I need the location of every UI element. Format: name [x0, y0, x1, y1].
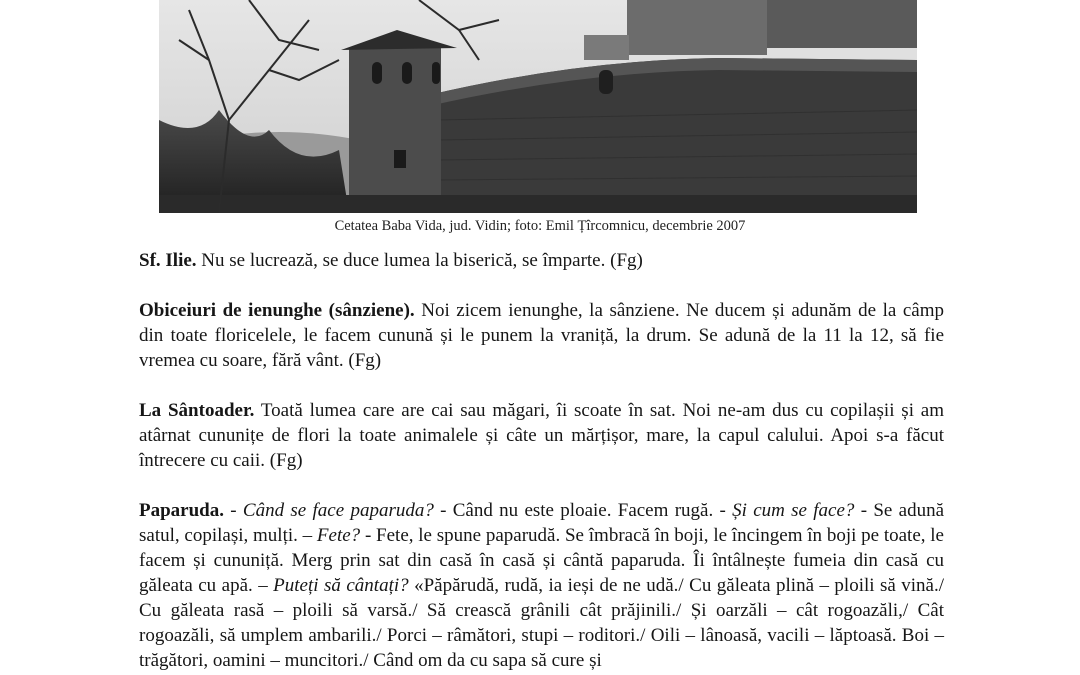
question-text: Puteți să cântați?	[273, 575, 409, 596]
paragraph-heading: La Sântoader.	[139, 400, 255, 421]
paragraph-santoader	[139, 398, 944, 473]
paragraph-body: - Când nu este ploaie. Facem rugă. -	[433, 500, 733, 521]
paragraph-body: Nu se lucrează, se duce lumea la biserică, se împarte. (Fg)	[196, 250, 643, 271]
paragraph-body: -	[224, 500, 243, 521]
paragraph-ienunghe	[139, 298, 944, 373]
paragraph-body: «Păpărudă, rudă, ia ieși de ne udă./ Cu găleata plină – ploili să vină./ Cu găleata rasă – ploili să varsă./ Să crească grânili cât prăjinili./ Și oarzăli – cât rogoazăli,/ Cât rogoazăli, să umplem ambarili./ Porci – râmători, stupi – roditori./ Oili – lânoasă, vacili – lăptoasă. Boi – trăgători, oamini – muncitori./ Când om da cu sapa să cure și	[139, 575, 945, 671]
paragraph-body: - Se adună satul, copilași, mulți. –	[139, 500, 944, 546]
question-text: Și cum se face?	[732, 500, 855, 521]
photo-caption: Cetatea Baba Vida, jud. Vidin; foto: Emil Țîrcomnicu, decembrie 2007	[334, 218, 746, 234]
paragraph-heading: Sf. Ilie.	[139, 250, 197, 271]
paragraph-body: Noi zicem ienunghe, la sânziene. Ne ducem și adunăm de la câmp din toate floricelele, le facem cunună și le punem la vraniță, la drum. Se adună de la 11 la 12, să fie vremea cu soare, fără vânt. (Fg)	[139, 300, 944, 371]
paragraph-heading: Paparuda.	[139, 500, 224, 521]
paragraph-paparuda	[139, 498, 944, 673]
paragraph-body: - Fete, le spune paparudă. Se îmbracă în boji, le încingem în boji pe toate, le facem și cununiță. Merg prin sat din casă în casă și cântă paparuda. Îi întâlnește fumeia din casă cu găleata cu apă. –	[139, 525, 944, 596]
castle-photo	[159, 0, 917, 213]
castle-photo-illustration	[159, 0, 917, 213]
paragraph-heading: Obiceiuri de ienunghe (sânziene).	[139, 300, 415, 321]
paragraph-body: Toată lumea care are cai sau măgari, îi scoate în sat. Noi ne-am dus cu copilașii și am atârnat cununițe de flori la toate animalele și câte un mărțișor, mare, la capul calului. Apoi s-a făcut întrecere cu caii. (Fg)	[139, 400, 944, 471]
question-text: Fete?	[316, 525, 361, 546]
question-text: Când se face paparuda?	[242, 500, 434, 521]
paragraph-sf-ilie	[139, 248, 944, 273]
